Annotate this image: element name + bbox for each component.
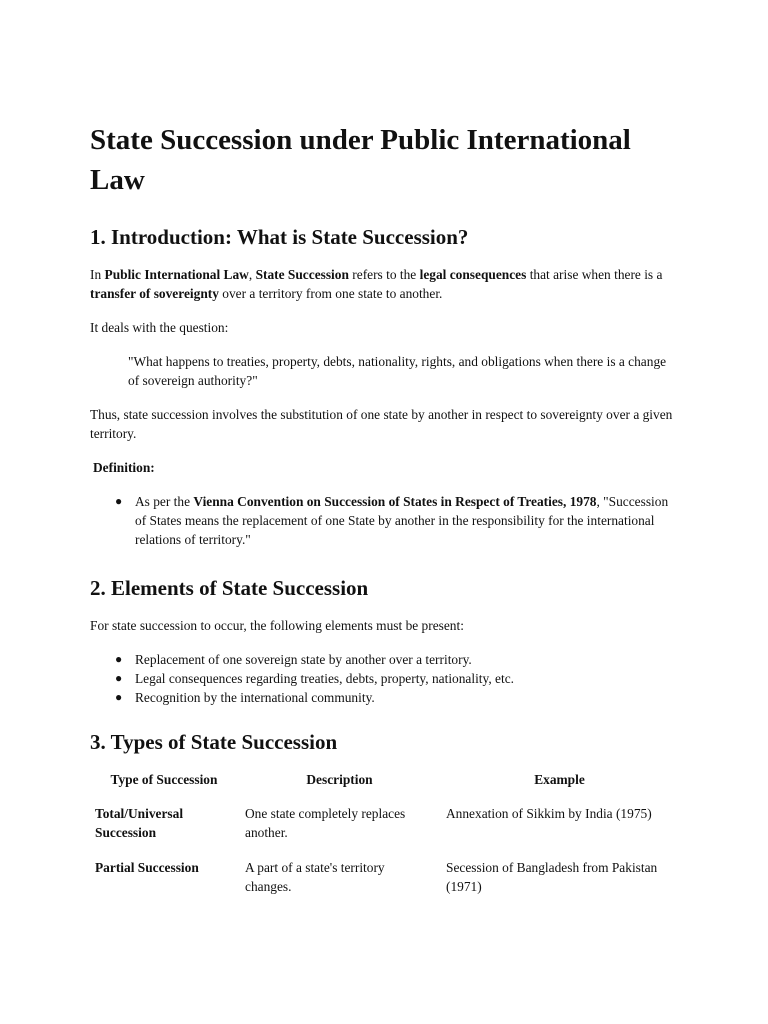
- bold-term: legal consequences: [419, 267, 527, 282]
- bold-term: transfer of sovereignty: [90, 286, 219, 301]
- document-title: State Succession under Public International Law: [90, 124, 631, 196]
- bullet-icon: ●: [115, 690, 123, 704]
- column-header-type: Type of Succession: [110, 772, 218, 787]
- types-table: [89, 770, 679, 910]
- list-item-text: Recognition by the international community.: [135, 690, 375, 705]
- table-row: [89, 856, 679, 910]
- text-run: As per the: [135, 494, 194, 509]
- list-item: [90, 650, 680, 669]
- table-header-row: [89, 770, 679, 802]
- cell-type: Partial Succession: [95, 860, 199, 875]
- bullet-icon: ●: [115, 671, 123, 685]
- section-elements: [90, 575, 680, 707]
- bold-term: Vienna Convention on Succession of States in Respect of Treaties, 1978: [193, 494, 597, 509]
- text-run: over a territory from one state to another.: [218, 286, 443, 301]
- definition-list: [90, 492, 680, 549]
- elements-intro-paragraph: For state succession to occur, the following elements must be present:: [90, 618, 464, 633]
- column-header-example: Example: [534, 772, 585, 787]
- section-types: [90, 729, 680, 910]
- bullet-icon: ●: [115, 494, 123, 508]
- cell-example: Annexation of Sikkim by India (1975): [446, 806, 652, 821]
- cell-example: Secession of Bangladesh from Pakistan (1971): [446, 860, 658, 894]
- cell-description: One state completely replaces another.: [245, 806, 406, 840]
- question-quote: "What happens to treaties, property, debts, nationality, rights, and obligations when there is a change of sovereign authority?": [128, 354, 667, 388]
- text-run: that arise when there is a: [526, 267, 663, 282]
- intro-paragraph: [90, 265, 680, 303]
- elements-list: [90, 650, 680, 707]
- definition-label: Definition:: [93, 460, 155, 475]
- bullet-icon: ●: [115, 652, 123, 666]
- text-run: In: [90, 267, 105, 282]
- text-run: refers to the: [348, 267, 420, 282]
- section-introduction: [90, 224, 680, 549]
- question-lead-paragraph: It deals with the question:: [90, 320, 229, 335]
- document-body: [90, 120, 680, 910]
- section-heading-types: 3. Types of State Succession: [90, 730, 338, 754]
- cell-type: Total/Universal Succession: [95, 806, 184, 840]
- bold-term: State Succession: [255, 267, 349, 282]
- section-heading-elements: 2. Elements of State Succession: [90, 576, 369, 600]
- list-item: [90, 688, 680, 707]
- table-row: [89, 802, 679, 856]
- text-run: ,: [248, 267, 256, 282]
- text-run: , "Succession of States means the replacement of one State by another in the responsibility for the international relations of territory.": [135, 494, 669, 547]
- list-item: [90, 669, 680, 688]
- cell-description: A part of a state's territory changes.: [245, 860, 385, 894]
- bold-term: Public International Law: [104, 267, 249, 282]
- section-heading-introduction: 1. Introduction: What is State Succession?: [90, 225, 469, 249]
- list-item-text: Legal consequences regarding treaties, debts, property, nationality, etc.: [135, 671, 515, 686]
- list-item-text: Replacement of one sovereign state by another over a territory.: [135, 652, 472, 667]
- list-item: [90, 492, 680, 549]
- column-header-description: Description: [306, 772, 373, 787]
- substitution-paragraph: Thus, state succession involves the substitution of one state by another in respect to sovereignty over a given territory.: [90, 407, 673, 441]
